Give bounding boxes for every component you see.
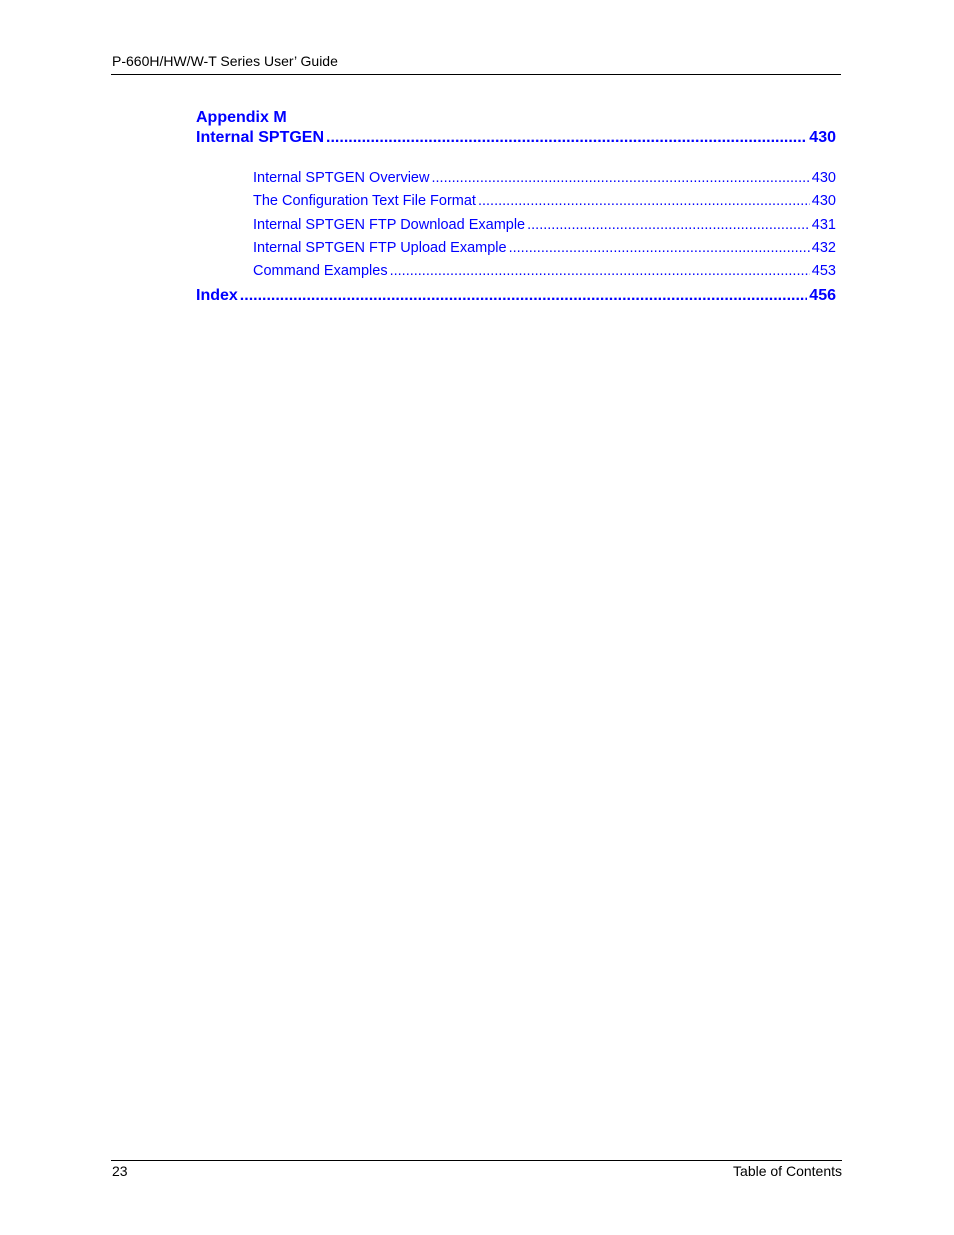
- toc-entry-command-examples[interactable]: [253, 262, 836, 280]
- toc-entry-title: Index: [196, 287, 238, 304]
- toc-entry-title: Internal SPTGEN FTP Upload Example: [253, 240, 507, 256]
- dot-leader: [509, 239, 810, 257]
- footer-section-title: Table of Contents: [733, 1163, 842, 1179]
- toc-entry-internal-sptgen[interactable]: [196, 128, 836, 147]
- page-footer: [111, 1160, 842, 1183]
- dot-leader: [431, 169, 809, 187]
- document-title: P-660H/HW/W-T Series User’ Guide: [112, 53, 338, 69]
- toc-entry-page: 430: [809, 129, 836, 146]
- dot-leader: [478, 192, 810, 210]
- toc-entry-overview[interactable]: [253, 169, 836, 187]
- appendix-label[interactable]: Appendix M: [196, 109, 287, 126]
- toc-entry-ftp-upload-example[interactable]: [253, 239, 836, 257]
- toc-entry-page: 453: [811, 263, 836, 279]
- toc-entry-page: 431: [811, 217, 836, 233]
- toc-entry-title: Internal SPTGEN: [196, 129, 325, 146]
- dot-leader: [527, 216, 810, 234]
- page-number: 23: [112, 1163, 128, 1179]
- dot-leader: [240, 286, 808, 305]
- toc-entry-page: 430: [811, 193, 836, 209]
- dot-leader: [390, 262, 810, 280]
- toc-entry-title: Internal SPTGEN FTP Download Example: [253, 217, 526, 233]
- toc-entry-config-text-file-format[interactable]: [253, 192, 836, 210]
- toc-entry-ftp-download-example[interactable]: [253, 216, 836, 234]
- toc-entry-index[interactable]: [196, 286, 836, 305]
- toc-entry-title: The Configuration Text File Format: [253, 193, 476, 209]
- dot-leader: [326, 128, 807, 147]
- page-header: [111, 51, 841, 75]
- toc-entry-title: Internal SPTGEN Overview: [253, 170, 430, 186]
- toc-entry-page: 456: [809, 287, 836, 304]
- toc-entry-page: 432: [811, 240, 836, 256]
- toc-entry-title: Command Examples: [253, 263, 388, 279]
- toc-entry-page: 430: [811, 170, 836, 186]
